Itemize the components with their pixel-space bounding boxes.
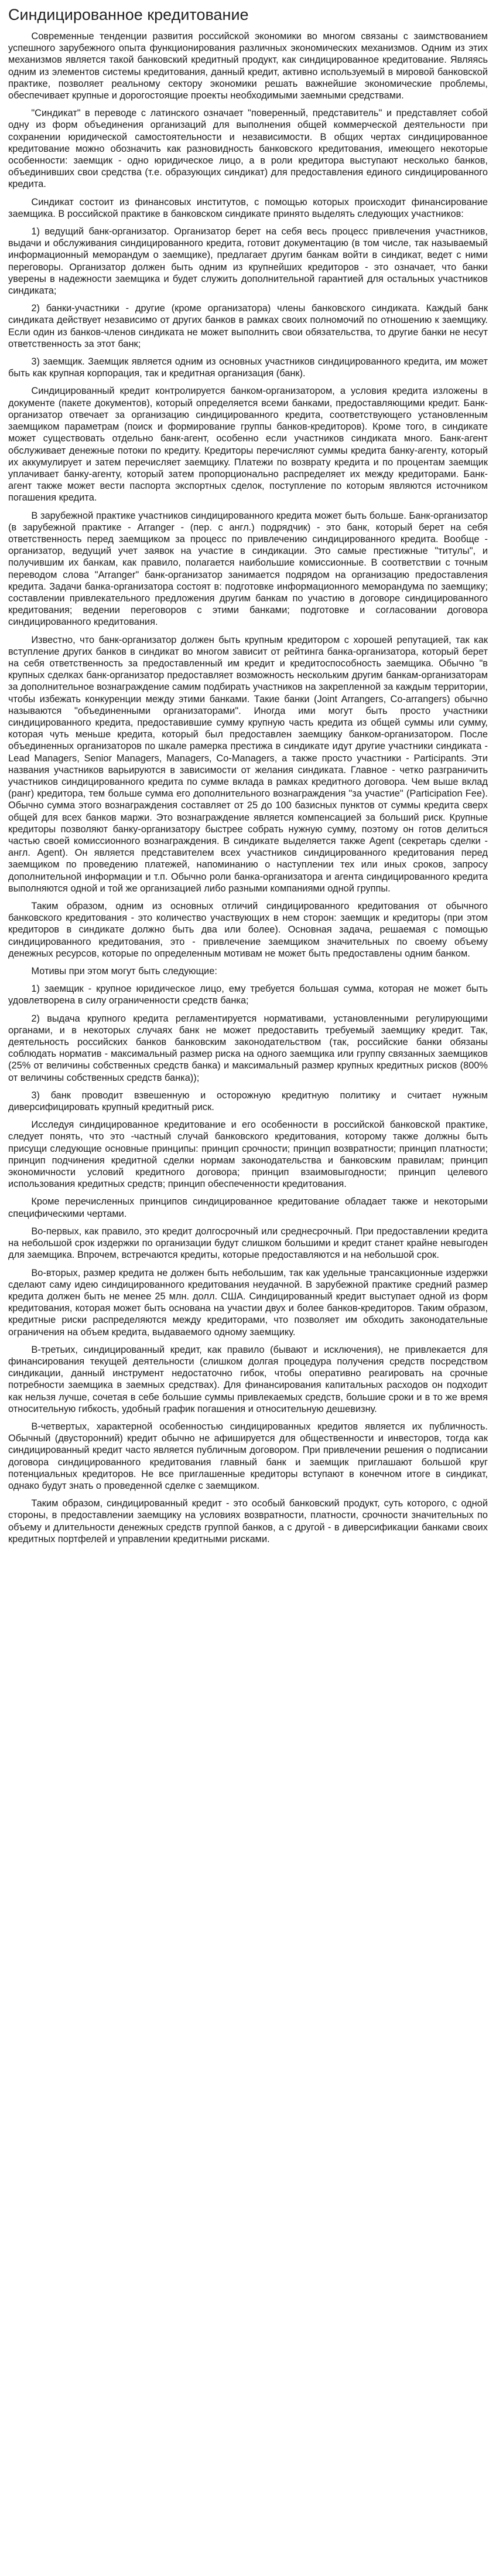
- paragraph-intro: Современные тенденции развития российской экономики во многом связаны с заимствованием успешного зарубежного опыта функционирования различных экономических механизмов. Одним из этих механизмов является такой банковский кредитный продукт, как синдицированное кредитование. Являясь одним из элементов системы кредитования, данный кредит, активно используемый в мировой банковской практике, позволяет реальному сектору экономики решать важнейшие экономические проблемы, обеспечивает крупные и дорогостоящие проекты необходимыми заемными средствами.: [8, 31, 488, 101]
- paragraph-foreign-practice: В зарубежной практике участников синдицированного кредита может быть больше. Банк-организатор (в зарубежной практике - Arranger - (пер. с англ.) подрядчик) - это банк, который берет на себя ответственность перед заемщиком за процесс по привлечению синдицированного кредита. Вообще - организатор, ведущий учет заявок на участие в синдикации. Это самые престижные "титулы", и получившим их банкам, как правило, полагается наибольшие комиссионные. В соответствии с точным переводом слова "Arranger" банк-организатор занимается подрядом на организацию предоставления кредита. Задачи банка-организатора состоят в: подготовке информационного меморандума по заемщику; составлении привлекательного предложения другим банкам по участию в договоре синдицированного кредитования; ведении переговоров с этими банками; подготовке и согласовании договора синдицированного кредитования.: [8, 510, 488, 628]
- paragraph-arranger-reputation: Известно, что банк-организатор должен быть крупным кредитором с хорошей репутацией, так как вступление других банков в синдикат во многом зависит от рейтинга банка-организатора, который берет на себя ответственность за предоставленный им кредит и кредитоспособность заемщика. Обычно "в крупных сделках банк-организатор предоставляет возможность нескольким другим банкам-организаторам за дополнительное вознаграждение самим подбирать участников на закрепленной за каждым территории, чтобы избежать конкуренции между этими банками. Такие банки (Joint Arrangers, Co-arrangers) обычно называются "объединенными организаторами". Иногда ими могут быть просто участники синдицированного кредита, предоставившие сумму крупную часть кредита из общей суммы или сумму, которая чуть меньше кредита, который был предоставлен заемщику банком-организатором. После объединенных организаторов по шкале рамерка престижа в синдикате идут другие участники синдиката - Lead Managers, Senior Managers, Managers, Co-Managers, а также просто участники - Participants. Эти названия участников варьируются в зависимости от желания синдиката. Главное - четко разграничить участников синдицированного кредита по сумме вклада в рамках кредитного договора. Чем выше вклад (ранг) кредитора, тем больше сумма его дополнительного вознаграждения "за участие" (Participation Fee). Обычно сумма этого вознаграждения составляет от 25 до 100 базисных пунктов от суммы кредита сверх общей для всех банков маржи. Это вознаграждение является компенсацией за больший риск. Крупные кредиторы позволяют банку-организатору быстрее собрать нужную сумму, поэтому он готов делиться частью своей комиссионного вознаграждения. В синдикате выделяется также Agent (секретарь сделки - англ. Agent). Он является представителем всех участников синдицированного кредитования перед заемщиком по проведению платежей, напоминанию о наступлении тех или иных сроков, запросу дополнительной информации и т.п. Обычно роли банка-организатора и агента синдицированного кредита выполняются одной и той же организацией либо разными компаниями одной группы.: [8, 634, 488, 894]
- paragraph-fourth-feature: В-четвертых, характерной особенностью синдицированных кредитов является их публичность. Обычный (двусторонний) кредит обычно не афишируется для общественности и инвесторов, тогда как синдицированный кредит часто является публичным договором. При привлечении решения о подписании договора синдицированного кредитования главный банк и заемщик приглашают большой круг потенциальных кредиторов. Не все приглашенные кредиторы вступают в конечном итоге в синдикат, однако будут знать о проведенной сделке с заемщиком.: [8, 1421, 488, 1491]
- paragraph-second-feature: Во-вторых, размер кредита не должен быть небольшим, так как удельные трансакционные издержки сделают саму идею синдицированного кредитования неудачной. В зарубежной практике средний размер кредита должен быть не менее 25 млн. долл. США. Синдицированный кредит выступает одной из форм кредитования, которая может быть основана на участии двух и более банков-кредиторов. Таким образом, кредитные риски распределяются между кредиторами, что позволяет им обходить законодательные ограничения на объем кредита, выдаваемого одному заемщику.: [8, 1267, 488, 1338]
- paragraph-motives-intro: Мотивы при этом могут быть следующие:: [31, 966, 217, 977]
- paragraph-third-feature: В-третьих, синдицированный кредит, как правило (бывают и исключения), не привлекается для финансирования текущей деятельности (слишком долгая процедура получения средств посредством синдикации, данный инструмент недостаточно гибок, чтобы оперативно реагировать на срочные потребности заемщика в заемных средствах). Для финансирования капитальных расходов он подходит как нельзя лучше, сочетая в себе большие суммы привлекаемых средств, большие сроки и в то же время относительную гибкость, удобный график погашения и относительную дешевизну.: [8, 1344, 488, 1414]
- paragraph-motive-3: 3) банк проводит взвешенную и осторожную кредитную политику и считает нужным диверсифицировать крупный кредитный риск.: [8, 1090, 488, 1113]
- paragraph-specific-features: Кроме перечисленных принципов синдицированное кредитование обладает также и некоторыми специфическими чертами.: [8, 1196, 488, 1219]
- paragraph-main-difference: Таким образом, одним из основных отличий синдицированного кредитования от обычного банковского кредитования - это количество участвующих в нем сторон: заемщик и кредиторы (при этом кредиторов в синдикате должно быть два или более). Основная задача, решаемая с помощью синдицированного кредитования, это - привлечение заемщиком значительных по своему объему денежных ресурсов, которые по определенным мотивам не может быть предоставлены одним банком.: [8, 901, 488, 959]
- paragraph-agent-bank: Синдицированный кредит контролируется банком-организатором, а условия кредита изложены в документе (пакете документов), который определяется всеми банками, предоставляющими кредит. Банк-организатор отвечает за организацию синдицированного кредита, соответствующего установленным заемщиком параметрам (поиск и формирование группы банков-кредиторов). Кроме того, в синдикате может существовать отдельно банк-агент, особенно если участников синдиката много. Банк-агент обслуживает денежные потоки по кредиту. Кредиторы перечисляют суммы кредита банку-агенту, который их аккумулирует и затем перечисляет заемщику. Платежи по возврату кредита и по процентам заемщик уплачивает банку-агенту, который затем пропорционально распределяет их между кредиторами. Банк-агент также может вести паспорта экспортных сделок, поступление по которым являются источником погашения кредита.: [8, 386, 488, 503]
- paragraph-principles: Исследуя синдицированное кредитование и его особенности в российской банковской практике, следует понять, что это -частный случай банковского кредитования, которому также должны быть присущи следующие основные принципы: принцип срочности; принцип возвратности; принцип платности; принцип подчинения кредитной сделки нормам законодательства и банковским правилам; принцип экономичности условий кредитного договора; принцип взаимовыгодности; принцип целевого использования кредитных средств; принцип обеспеченности кредитования.: [8, 1119, 488, 1190]
- article-title: Синдицированное кредитование: [8, 6, 249, 23]
- paragraph-syndicate-definition: "Синдикат" в переводе с латинского означает "поверенный, представитель" и представляет собой одну из форм объединения организаций для выполнения общей коммерческой деятельности при сохранении юридической самостоятельности и независимости. В общих чертах синдицированное кредитование можно обозначить как разновидность банковского кредитования, имеющего некоторые особенности: заемщик - одно юридическое лицо, а в роли кредитора выступают несколько банков, объединивших свои средства (т.е. образующих синдикат) для предоставления единого синдицированного кредита.: [8, 108, 488, 190]
- paragraph-arranger: 1) ведущий банк-организатор. Организатор берет на себя весь процесс привлечения участников, выдачи и обслуживания синдицированного кредита, готовит документацию (в том числе, так называемый информационный меморандум о заемщике), предлагает другим банкам войти в синдикат, ведет с ними переговоры. Организатор должен быть одним из крупнейших кредиторов - это означает, что банки уверены в надежности заемщика и будет служить дополнительной гарантией для остальных участников синдиката;: [8, 226, 488, 297]
- paragraph-motive-2: 2) выдача крупного кредита регламентируется нормативами, установленными регулирующими органами, и в некоторых случаях банк не может предоставить требуемый заемщику кредит. Так, деятельность российских банков банковским законодательством (так, российские банки обязаны соблюдать норматив - максимальный размер риска на одного заемщика или группу связанных заемщиков (25% от величины собственных средств банка) и максимальный размер крупных кредитных рисков (800% от величины собственных средств банка));: [8, 1013, 488, 1083]
- paragraph-motive-1: 1) заемщик - крупное юридическое лицо, ему требуется большая сумма, которая не может быть удовлетворена в силу ограниченности средств банка;: [8, 984, 488, 1006]
- article-body: [8, 30, 488, 1545]
- paragraph-participants-intro: Синдикат состоит из финансовых институтов, с помощью которых происходит финансирование заемщика. В российской практике в банковском синдикате принято выделять следующих участников:: [8, 196, 488, 219]
- paragraph-participant-banks: 2) банки-участники - другие (кроме организатора) члены банковского синдиката. Каждый банк синдиката действует независимо от других банков в рамках своих полномочий по отношению к заемщику. Если один из банков-членов синдиката не может выполнить свои обязательства, то другие банки не несут ответственность за этот банк;: [8, 303, 488, 349]
- paragraph-conclusion: Таким образом, синдицированный кредит - это особый банковский продукт, суть которого, с одной стороны, в предоставлении заемщику на условиях возвратности, платности, срочности значительных по объему и длительности денежных средств группой банков, а с другой - в диверсификации банками своих кредитных портфелей и управлении кредитными рисками.: [8, 1498, 488, 1544]
- paragraph-borrower: 3) заемщик. Заемщик является одним из основных участников синдицированного кредита, им может быть как крупная корпорация, так и кредитная организация (банк).: [8, 356, 488, 379]
- paragraph-first-feature: Во-первых, как правило, это кредит долгосрочный или среднесрочный. При предоставлении кредита на небольшой срок издержки по организации будут слишком большими и кредит станет крайне невыгоден для заемщика. Впрочем, встречаются кредиты, которые предоставляются и на небольшой срок.: [8, 1226, 488, 1261]
